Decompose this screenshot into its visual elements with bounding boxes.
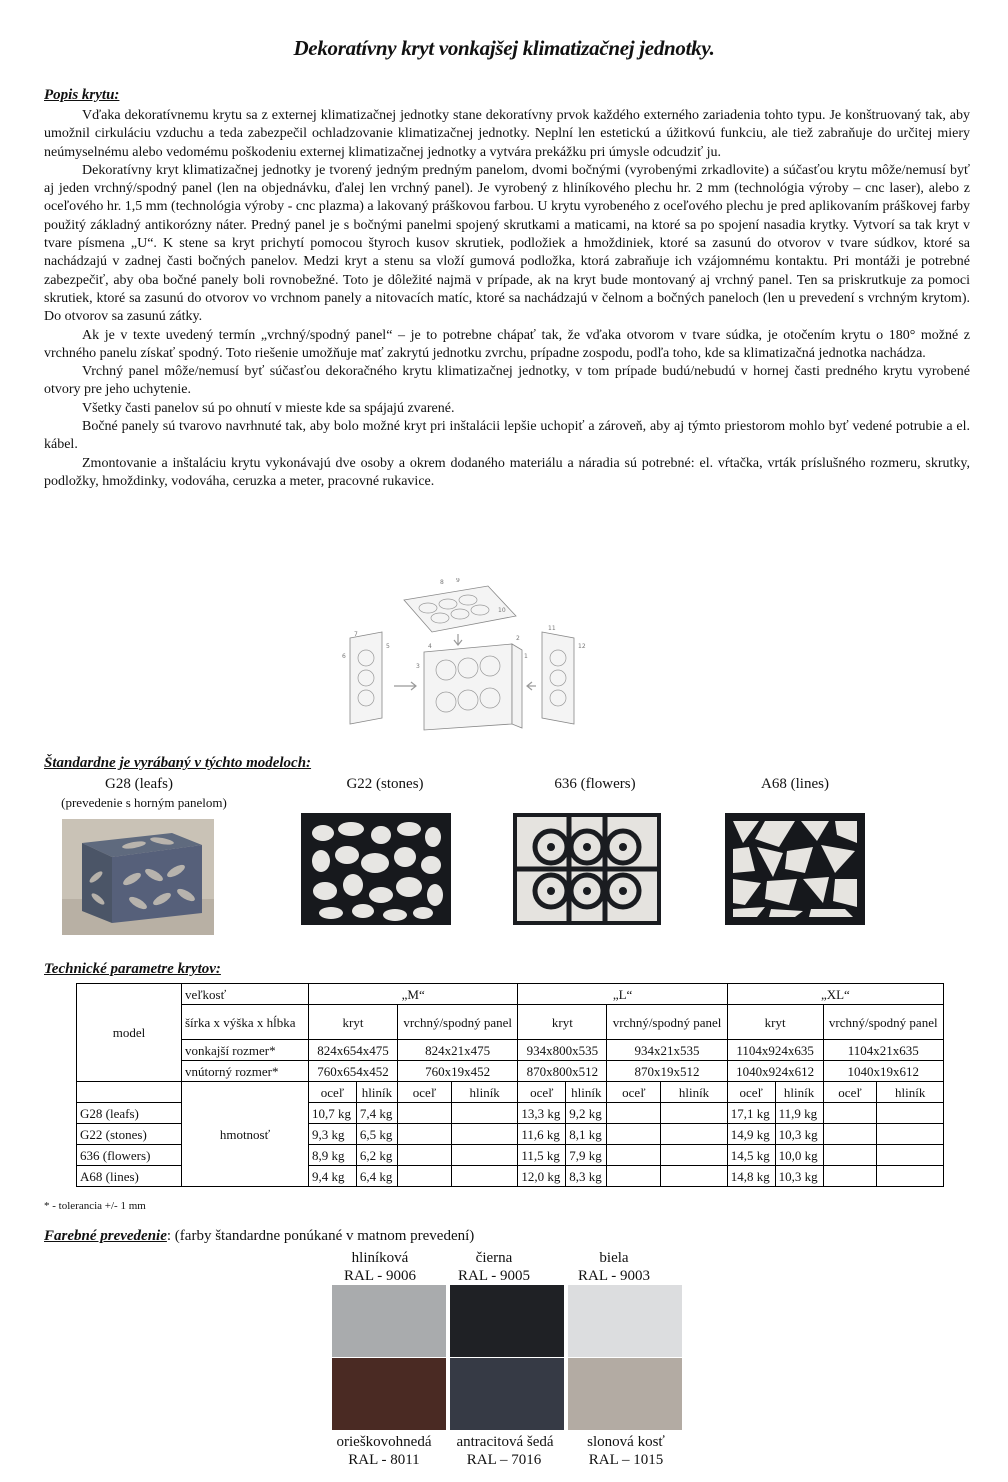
color-name: čierna bbox=[475, 1250, 513, 1266]
part-label: 5 bbox=[386, 643, 390, 650]
table-cell bbox=[823, 1103, 877, 1124]
model-photo-g22 bbox=[301, 813, 451, 925]
model-cell: G28 (leafs) bbox=[77, 1103, 182, 1124]
part-label: 8 bbox=[440, 579, 444, 586]
dims-label: šírka x výška x hĺbka bbox=[182, 1005, 309, 1040]
material-alu: hliník bbox=[356, 1082, 397, 1103]
table-row bbox=[77, 1005, 944, 1040]
tech-params-table bbox=[76, 983, 944, 1187]
colors-heading bbox=[44, 1228, 474, 1245]
table-cell: 934x800x535 bbox=[518, 1040, 607, 1061]
assembly-illustration bbox=[336, 578, 598, 738]
part-label: 3 bbox=[416, 663, 420, 670]
model-photo-a68 bbox=[725, 813, 865, 925]
table-cell: 14,9 kg bbox=[727, 1124, 775, 1145]
table-cell bbox=[877, 1124, 944, 1145]
table-cell bbox=[397, 1124, 451, 1145]
material-alu: hliník bbox=[661, 1082, 727, 1103]
color-swatch bbox=[568, 1358, 682, 1430]
size-label: veľkosť bbox=[182, 984, 309, 1005]
table-cell: 17,1 kg bbox=[727, 1103, 775, 1124]
model-label: 636 (flowers) bbox=[554, 776, 636, 792]
colors-heading-label: Farebné prevedenie bbox=[44, 1228, 167, 1244]
model-photo-636 bbox=[513, 813, 661, 925]
table-cell: 1040x19x612 bbox=[823, 1061, 944, 1082]
color-ral: RAL – 1015 bbox=[588, 1452, 664, 1468]
table-cell: 8,1 kg bbox=[566, 1124, 607, 1145]
tech-heading: Technické parametre krytov: bbox=[44, 961, 221, 977]
table-cell bbox=[451, 1103, 517, 1124]
description-heading: Popis krytu: bbox=[44, 87, 120, 103]
part-label: 10 bbox=[498, 607, 506, 614]
material-alu: hliník bbox=[775, 1082, 823, 1103]
panel-header: vrchný/spodný panel bbox=[397, 1005, 517, 1040]
table-cell bbox=[77, 1082, 182, 1103]
material-alu: hliník bbox=[566, 1082, 607, 1103]
outer-label: vonkajší rozmer* bbox=[182, 1040, 309, 1061]
model-label: G28 (leafs) bbox=[105, 776, 173, 792]
table-cell bbox=[607, 1145, 661, 1166]
material-steel: oceľ bbox=[397, 1082, 451, 1103]
table-cell bbox=[823, 1124, 877, 1145]
color-name: slonová kosť bbox=[587, 1434, 665, 1450]
table-cell: 1104x924x635 bbox=[727, 1040, 823, 1061]
paragraph: Vďaka dekoratívnemu krytu sa z externej klimatizačnej jednotky stane dekoratívny prvok každého externého zariadenia tohto typu. Je konštruovaný tak, aby umožnil cirkuláciu vzduchu a teda zabezpečil ochladzovanie klimatizačnej jednotky. Neplní len estetickú a úžitkovú funkciu, ale tiež zabraňuje do určitej miery neúmyselnému alebo vedomému poškodeniu externej klimatizačnej jednotky a vytvára prekážku pri úmysle odcudziť ju. bbox=[44, 108, 970, 160]
table-cell: 934x21x535 bbox=[607, 1040, 727, 1061]
table-cell: 760x654x452 bbox=[309, 1061, 398, 1082]
table-cell: 12,0 kg bbox=[518, 1166, 566, 1187]
model-cell: A68 (lines) bbox=[77, 1166, 182, 1187]
table-cell: 824x654x475 bbox=[309, 1040, 398, 1061]
table-row bbox=[77, 984, 944, 1005]
table-cell: 10,7 kg bbox=[309, 1103, 357, 1124]
table-cell: 10,0 kg bbox=[775, 1145, 823, 1166]
table-cell: 1104x21x635 bbox=[823, 1040, 944, 1061]
table-cell bbox=[607, 1124, 661, 1145]
table-cell: 870x19x512 bbox=[607, 1061, 727, 1082]
table-cell bbox=[877, 1166, 944, 1187]
part-label: 9 bbox=[456, 578, 460, 584]
color-swatch bbox=[332, 1285, 446, 1357]
table-cell bbox=[397, 1166, 451, 1187]
paragraph: Všetky časti panelov sú po ohnutí v mieste kde sa spájajú zvarené. bbox=[82, 400, 455, 416]
table-cell: 10,3 kg bbox=[775, 1124, 823, 1145]
color-swatch bbox=[568, 1285, 682, 1357]
table-cell: 10,3 kg bbox=[775, 1166, 823, 1187]
table-cell bbox=[451, 1145, 517, 1166]
table-cell: 13,3 kg bbox=[518, 1103, 566, 1124]
model-label: A68 (lines) bbox=[761, 776, 829, 792]
table-cell: 8,9 kg bbox=[309, 1145, 357, 1166]
table-cell: 870x800x512 bbox=[518, 1061, 607, 1082]
color-ral: RAL - 8011 bbox=[348, 1452, 420, 1468]
color-name: antracitová šedá bbox=[456, 1434, 554, 1450]
model-cell: 636 (flowers) bbox=[77, 1145, 182, 1166]
inner-label: vnútorný rozmer* bbox=[182, 1061, 309, 1082]
part-label: 6 bbox=[342, 653, 346, 660]
panel-header: vrchný/spodný panel bbox=[607, 1005, 727, 1040]
table-cell bbox=[661, 1103, 727, 1124]
size-xl-header: „XL“ bbox=[727, 984, 943, 1005]
table-cell: 9,3 kg bbox=[309, 1124, 357, 1145]
color-ral: RAL - 9003 bbox=[578, 1268, 650, 1284]
table-cell: 14,5 kg bbox=[727, 1145, 775, 1166]
table-cell bbox=[607, 1166, 661, 1187]
colors-heading-suffix: : (farby štandardne ponúkané v matnom prevedení) bbox=[166, 1228, 475, 1244]
cover-header: kryt bbox=[727, 1005, 823, 1040]
part-label: 4 bbox=[428, 643, 432, 650]
model-note: (prevedenie s horným panelom) bbox=[61, 795, 227, 810]
paragraph: Vrchný panel môže/nemusí byť súčasťou dekoračného krytu klimatizačnej jednotky, v tom prípade budú/nebudú v hornej časti predného krytu vyrobené otvory pre jeho uchytenie. bbox=[44, 364, 970, 398]
description-text bbox=[44, 107, 970, 491]
model-photo-g28 bbox=[62, 819, 214, 935]
weight-label: hmotnosť bbox=[182, 1082, 309, 1187]
table-cell: 14,8 kg bbox=[727, 1166, 775, 1187]
page-title: Dekoratívny kryt vonkajšej klimatizačnej jednotky. bbox=[293, 36, 715, 60]
part-label: 7 bbox=[354, 631, 358, 638]
table-cell bbox=[397, 1145, 451, 1166]
table-cell bbox=[397, 1103, 451, 1124]
material-steel: oceľ bbox=[607, 1082, 661, 1103]
table-row bbox=[77, 1040, 944, 1061]
table-cell bbox=[661, 1124, 727, 1145]
part-label: 1 bbox=[524, 653, 528, 660]
model-label: G22 (stones) bbox=[346, 776, 424, 792]
color-swatch bbox=[450, 1358, 564, 1430]
tolerance-note: * - tolerancia +/- 1 mm bbox=[44, 1200, 146, 1212]
table-cell bbox=[607, 1103, 661, 1124]
table-cell: 7,9 kg bbox=[566, 1145, 607, 1166]
color-name: hliníková bbox=[351, 1250, 409, 1266]
color-name: orieškovohnedá bbox=[336, 1434, 432, 1450]
table-cell: 1040x924x612 bbox=[727, 1061, 823, 1082]
color-swatch bbox=[450, 1285, 564, 1357]
paragraph: Zmontovanie a inštaláciu krytu vykonávajú dve osoby a okrem dodaného materiálu a náradia sú potrebné: el. vŕtačka, vrták príslušného rozmeru, skrutky, podložky, hmoždinky, vodováha, ceruzka a meter, pracovné rukavice. bbox=[44, 455, 970, 489]
table-cell bbox=[661, 1145, 727, 1166]
table-cell bbox=[823, 1166, 877, 1187]
table-cell: 6,5 kg bbox=[356, 1124, 397, 1145]
part-label: 11 bbox=[548, 625, 556, 632]
paragraph: Dekoratívny kryt klimatizačnej jednotky je tvorený jedným predným panelom, dvomi bočnými (vyrobenými zrkadlovite) a súčasťou krytu môže/nemusí byť aj jeden vrchný/spodný panel (len na objednávku, ďalej len vrchný panel). Je vyrobený z hliníkového plechu hr. 2 mm (technológia výroby – cnc laser), alebo z oceľového hr. 1,5 mm (technológia výroby - cnc plazma) a lakovaný práškovou farbou. U krytu vyrobeného z oceľového plechu je pred aplikovaním práškovej farby použitý základný antikorózny náter. Predný panel je s bočnými panelmi spojený skrutkami a maticami, na ktoré sa po spojení nasadia krytky. Vytvorí sa tak kryt v tvare písmena „U“. K stene sa kryt prichytí pomocou štyroch kusov skrutiek, podložiek a hmoždiniek, ktoré sa zasunú do otvorov v tvare súdkov, ktoré sa nachádzajú v zadnej časti bočných panelov. Medzi kryt a stenu sa vloží gumová podložka, ktorá zabraňuje ich vzájomnému kontaktu. Pri montáži je potrebné zabezpečiť, aby oba bočné panely boli rovnobežné. Toto je dôležité najmä v prípade, ak na kryt bude montovaný aj vrchný panel. Ten sa priskrutkuje za pomoci skrutiek, ktoré sa zasunú do otvorov vo vrchnom panely a nitovacích matíc, ktoré sa nachádzajú v čelnom a bočných paneloch (len u prevedení s vrchným krytom). Do otvorov sa zasunú zátky. bbox=[44, 162, 970, 325]
material-steel: oceľ bbox=[727, 1082, 775, 1103]
model-cell: G22 (stones) bbox=[77, 1124, 182, 1145]
part-label: 2 bbox=[516, 635, 520, 642]
table-cell: 9,4 kg bbox=[309, 1166, 357, 1187]
cover-header: kryt bbox=[518, 1005, 607, 1040]
color-name: biela bbox=[599, 1250, 629, 1266]
panel-header: vrchný/spodný panel bbox=[823, 1005, 944, 1040]
table-cell: 824x21x475 bbox=[397, 1040, 517, 1061]
material-alu: hliník bbox=[451, 1082, 517, 1103]
material-steel: oceľ bbox=[518, 1082, 566, 1103]
table-row bbox=[77, 1082, 944, 1103]
paragraph: Ak je v texte uvedený termín „vrchný/spodný panel“ – je to potrebne chápať tak, že vďaka otvorom v tvare súdka, je otočením krytu o 180° možné z vrchného panelu získať spodný. Toto riešenie umožňuje mať zakrytú jednotku zvrchu, prípadne zospodu, podľa toho, kde sa klimatizačná jednotka nachádza. bbox=[44, 327, 970, 361]
table-cell bbox=[877, 1145, 944, 1166]
color-swatch bbox=[332, 1358, 446, 1430]
color-ral: RAL - 9006 bbox=[344, 1268, 416, 1284]
table-cell: 760x19x452 bbox=[397, 1061, 517, 1082]
cover-header: kryt bbox=[309, 1005, 398, 1040]
part-label: 12 bbox=[578, 643, 586, 650]
table-cell bbox=[661, 1166, 727, 1187]
size-l-header: „L“ bbox=[518, 984, 727, 1005]
table-cell: 11,9 kg bbox=[775, 1103, 823, 1124]
material-alu: hliník bbox=[877, 1082, 944, 1103]
size-m-header: „M“ bbox=[309, 984, 518, 1005]
table-cell: 9,2 kg bbox=[566, 1103, 607, 1124]
table-cell: 11,5 kg bbox=[518, 1145, 566, 1166]
material-steel: oceľ bbox=[823, 1082, 877, 1103]
table-cell: 6,4 kg bbox=[356, 1166, 397, 1187]
table-cell bbox=[877, 1103, 944, 1124]
table-cell: 7,4 kg bbox=[356, 1103, 397, 1124]
table-cell bbox=[451, 1124, 517, 1145]
table-cell: 6,2 kg bbox=[356, 1145, 397, 1166]
table-row bbox=[77, 1061, 944, 1082]
material-steel: oceľ bbox=[309, 1082, 357, 1103]
table-cell: 11,6 kg bbox=[518, 1124, 566, 1145]
color-ral: RAL – 7016 bbox=[466, 1452, 542, 1468]
model-header: model bbox=[77, 984, 182, 1082]
table-cell: 8,3 kg bbox=[566, 1166, 607, 1187]
paragraph: Bočné panely sú tvarovo navrhnuté tak, aby bolo možné kryt pri inštalácii lepšie uchopiť a zároveň, aby aj týmto priestorom mohlo byť vedené potrubie a el. kábel. bbox=[44, 419, 970, 453]
color-ral: RAL - 9005 bbox=[458, 1268, 530, 1284]
models-heading: Štandardne je vyrábaný v týchto modeloch: bbox=[44, 755, 312, 771]
table-cell bbox=[823, 1145, 877, 1166]
table-cell bbox=[451, 1166, 517, 1187]
